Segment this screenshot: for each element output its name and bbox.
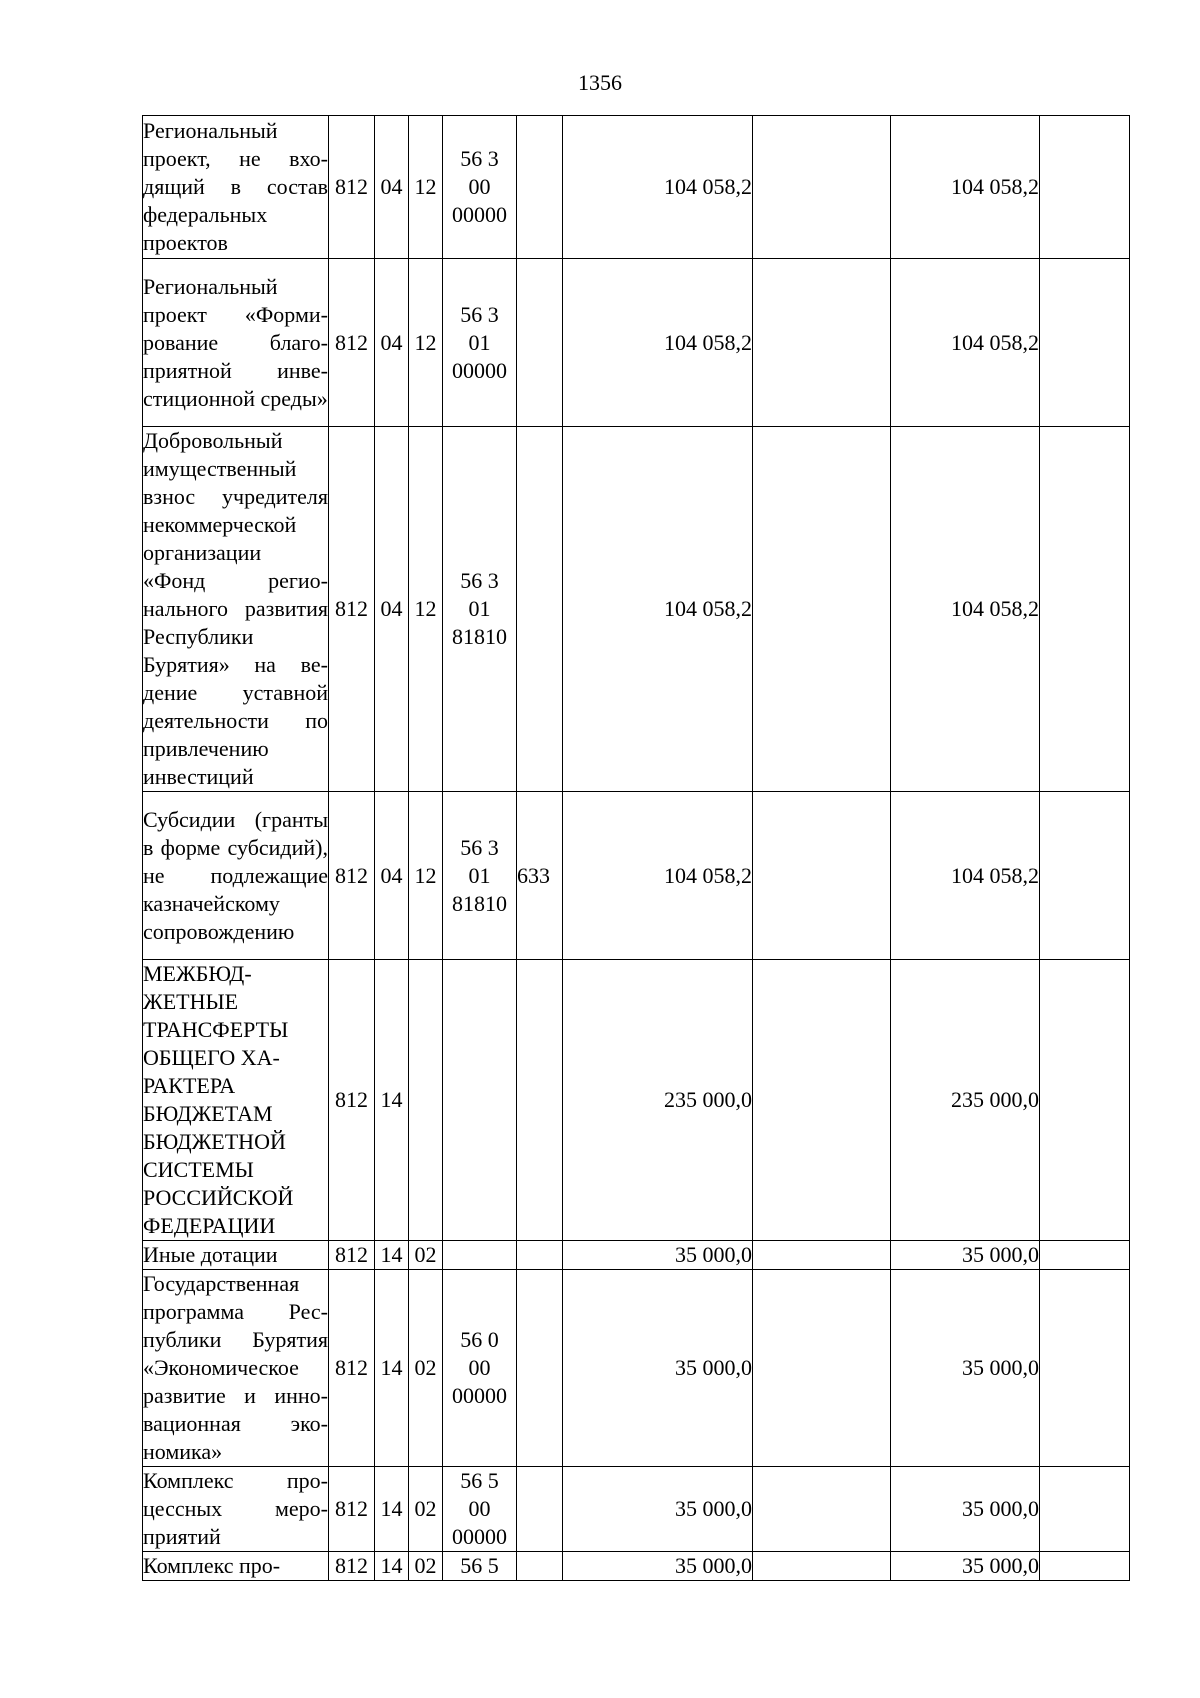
row-name: Комплекс процессных мероприятий [143, 1467, 329, 1552]
row-target-article: 56 3 00 00000 [443, 116, 517, 259]
row-amount-4 [1040, 116, 1130, 259]
row-amount-1: 35 000,0 [563, 1241, 753, 1270]
row-grbs-code: 812 [329, 1270, 375, 1467]
row-name: Государственная программа Республики Бурятия «Экономическое развитие и инновационная экономика» [143, 1270, 329, 1467]
row-subsection-code: 02 [409, 1467, 443, 1552]
row-amount-3: 104 058,2 [891, 792, 1040, 960]
row-subsection-code: 12 [409, 116, 443, 259]
row-subsection-code [409, 960, 443, 1241]
row-amount-1: 35 000,0 [563, 1270, 753, 1467]
row-grbs-code: 812 [329, 1552, 375, 1581]
table-row [143, 960, 1130, 1241]
row-subsection-code: 02 [409, 1270, 443, 1467]
row-expense-type [517, 427, 563, 792]
table-row [143, 792, 1130, 960]
row-expense-type [517, 116, 563, 259]
row-amount-3: 35 000,0 [891, 1241, 1040, 1270]
row-amount-3: 35 000,0 [891, 1467, 1040, 1552]
row-subsection-code: 02 [409, 1552, 443, 1581]
row-subsection-code: 12 [409, 259, 443, 427]
row-section-code: 04 [375, 259, 409, 427]
budget-table [142, 115, 1130, 1581]
row-amount-4 [1040, 427, 1130, 792]
row-subsection-code: 12 [409, 427, 443, 792]
row-grbs-code: 812 [329, 1467, 375, 1552]
row-amount-1: 35 000,0 [563, 1467, 753, 1552]
row-grbs-code: 812 [329, 792, 375, 960]
row-amount-3: 35 000,0 [891, 1270, 1040, 1467]
row-amount-4 [1040, 960, 1130, 1241]
row-section-code: 14 [375, 1270, 409, 1467]
table-row [143, 427, 1130, 792]
row-target-article: 56 0 00 00000 [443, 1270, 517, 1467]
row-amount-2 [753, 427, 891, 792]
row-amount-4 [1040, 1467, 1130, 1552]
row-amount-4 [1040, 792, 1130, 960]
row-amount-2 [753, 259, 891, 427]
row-amount-2 [753, 1270, 891, 1467]
row-target-article: 56 5 00 00000 [443, 1467, 517, 1552]
row-target-article: 56 3 01 81810 [443, 792, 517, 960]
row-name: Региональный проект, не входящий в состав федеральных проектов [143, 116, 329, 259]
row-amount-2 [753, 116, 891, 259]
row-amount-3: 35 000,0 [891, 1552, 1040, 1581]
row-amount-1: 235 000,0 [563, 960, 753, 1241]
row-amount-1: 104 058,2 [563, 116, 753, 259]
row-amount-2 [753, 960, 891, 1241]
row-amount-4 [1040, 259, 1130, 427]
row-section-code: 04 [375, 116, 409, 259]
row-name: Региональный проект «Формирование благоприятной инвестиционной среды» [143, 259, 329, 427]
row-amount-1: 35 000,0 [563, 1552, 753, 1581]
row-amount-1: 104 058,2 [563, 427, 753, 792]
row-expense-type [517, 1552, 563, 1581]
row-name: Комплекс про- [143, 1552, 329, 1581]
row-name: Иные дотации [143, 1241, 329, 1270]
row-amount-3: 104 058,2 [891, 116, 1040, 259]
row-expense-type: 633 [517, 792, 563, 960]
row-amount-2 [753, 1241, 891, 1270]
row-section-code: 04 [375, 427, 409, 792]
row-amount-4 [1040, 1270, 1130, 1467]
row-section-code: 14 [375, 1467, 409, 1552]
row-grbs-code: 812 [329, 259, 375, 427]
row-name: Субсидии (гранты в форме субсидий), не подлежащие казначейскому сопровождению [143, 792, 329, 960]
row-target-article: 56 3 01 00000 [443, 259, 517, 427]
row-amount-3: 104 058,2 [891, 427, 1040, 792]
row-target-article [443, 1241, 517, 1270]
row-section-code: 14 [375, 960, 409, 1241]
row-amount-2 [753, 792, 891, 960]
row-target-article [443, 960, 517, 1241]
table-row [143, 116, 1130, 259]
row-amount-1: 104 058,2 [563, 792, 753, 960]
row-expense-type [517, 1241, 563, 1270]
row-amount-3: 104 058,2 [891, 259, 1040, 427]
row-section-code: 04 [375, 792, 409, 960]
row-grbs-code: 812 [329, 1241, 375, 1270]
row-amount-1: 104 058,2 [563, 259, 753, 427]
row-expense-type [517, 259, 563, 427]
row-expense-type [517, 960, 563, 1241]
row-expense-type [517, 1467, 563, 1552]
row-target-article: 56 5 [443, 1552, 517, 1581]
table-row [143, 1241, 1130, 1270]
row-amount-3: 235 000,0 [891, 960, 1040, 1241]
row-grbs-code: 812 [329, 960, 375, 1241]
row-subsection-code: 12 [409, 792, 443, 960]
row-amount-2 [753, 1552, 891, 1581]
page-number: 1356 [578, 70, 622, 95]
row-grbs-code: 812 [329, 427, 375, 792]
row-amount-4 [1040, 1241, 1130, 1270]
table-row [143, 1552, 1130, 1581]
table-row [143, 1467, 1130, 1552]
row-section-code: 14 [375, 1241, 409, 1270]
row-subsection-code: 02 [409, 1241, 443, 1270]
row-name: МЕЖБЮДЖЕТНЫЕ ТРАНСФЕРТЫ ОБЩЕГО ХАРАКТЕРА БЮДЖЕТАМ БЮДЖЕТНОЙ СИСТЕМЫ РОССИЙСКОЙ ФЕДЕРАЦИИ [143, 960, 329, 1241]
row-name: Добровольный имущественный взнос учредителя некоммерческой организации «Фонд регионального развития Республики Бурятия» на ведение уставной деятельности по привлечению инвестиций [143, 427, 329, 792]
row-amount-2 [753, 1467, 891, 1552]
row-section-code: 14 [375, 1552, 409, 1581]
row-grbs-code: 812 [329, 116, 375, 259]
row-amount-4 [1040, 1552, 1130, 1581]
row-expense-type [517, 1270, 563, 1467]
table-row [143, 259, 1130, 427]
row-target-article: 56 3 01 81810 [443, 427, 517, 792]
table-row [143, 1270, 1130, 1467]
